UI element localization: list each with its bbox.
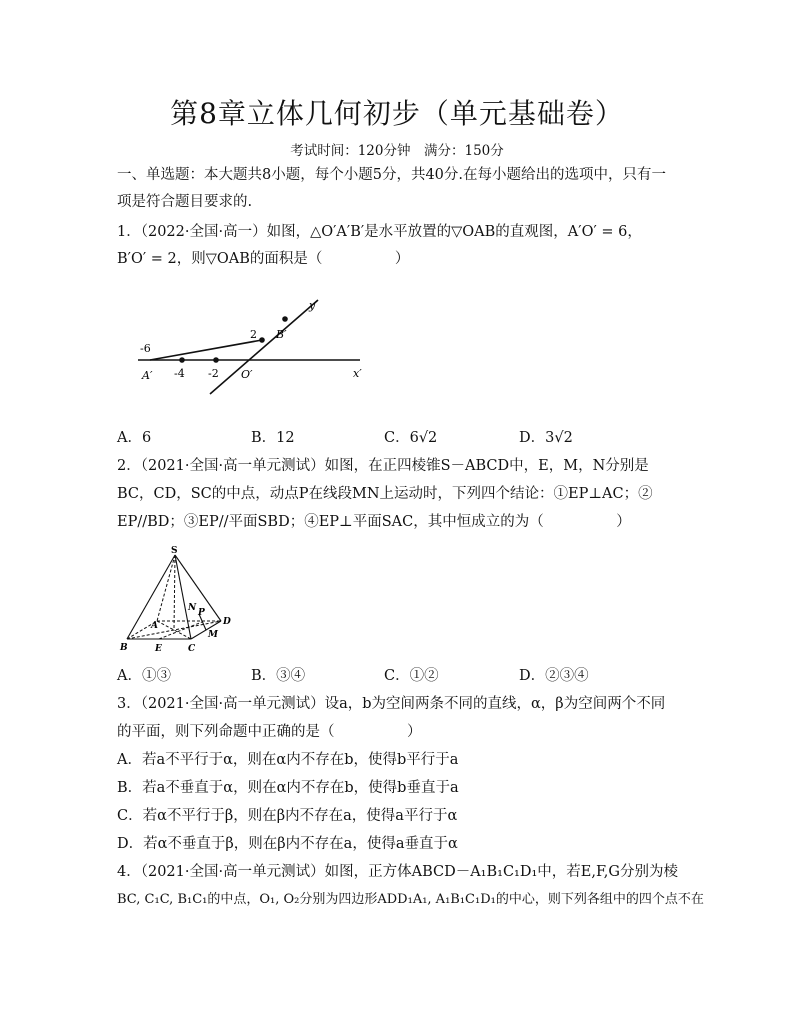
label-s: S [171,546,178,556]
edge-s-c [175,555,191,639]
label-a-prime: A′ [142,369,153,382]
label-b: B [120,643,128,653]
label-minus-4: -4 [174,367,185,380]
q3-option-c: C．若α不平行于β，则在β内不存在a，使得a平行于α [117,808,458,824]
q3-line-1: 3．（2021·全国·高一单元测试）设a，b为空间两条不同的直线，α，β为空间两个不同 [117,696,666,712]
q3-option-d: D．若α不垂直于β，则在β内不存在a，使得a垂直于α [117,836,458,852]
q1-option-c: C．6√2 [384,430,438,446]
q2-figure [112,545,242,657]
label-p: P [198,608,205,618]
q2-line-3: EP//BD；③EP//平面SBD；④EP⊥平面SAC，其中恒成立的为（ ） [117,514,631,530]
label-m: M [208,630,218,640]
q3-option-b: B．若a不垂直于α，则在α内不存在b，使得b垂直于a [117,780,459,796]
label-b-prime: B′ [276,328,287,341]
label-o-prime: O′ [241,368,253,381]
q1-line-1: 1．（2022·全国·高一）如图，△O′A′B′是水平放置的▽OAB的直观图，A′O′ = 6， [117,224,642,240]
label-x-prime: x′ [353,367,362,380]
doc-title: 第8章立体几何初步（单元基础卷） [170,97,624,130]
height-line [174,555,175,630]
point-b [259,337,265,343]
q4-line-1: 4．（2021·全国·高一单元测试）如图，正方体ABCD－A₁B₁C₁D₁中，若E,F,G分别为棱 [117,864,678,880]
label-minus-2: -2 [208,367,219,380]
q2-option-b: B．③④ [251,668,306,684]
q3-option-a: A．若a不平行于α，则在α内不存在b，使得b平行于a [117,752,459,768]
edge-s-a [157,555,175,621]
tick-point-minus-2 [213,357,219,363]
section-heading-line-1: 一、单选题：本大题共8小题，每个小题5分，共40分.在每小题给出的选项中，只有一 [117,167,667,183]
q2-line-1: 2．（2021·全国·高一单元测试）如图，在正四棱锥S－ABCD中，E，M，N分别是 [117,458,649,474]
label-d: D [223,617,231,627]
label-a: A [151,621,158,631]
q2-option-c: C．①② [384,668,439,684]
q1-option-b: B．12 [251,430,295,446]
tick-point-y [282,316,288,322]
q4-line-2: BC, C₁C, B₁C₁的中点，O₁, O₂分别为四边形ADD₁A₁, A₁B₁C₁D₁的中心，则下列各组中的四个点不在 [117,892,704,907]
exam-info: 考试时间：120分钟 满分：150分 [290,143,504,159]
q2-option-a: A．①③ [117,668,171,684]
q1-figure [128,288,368,398]
segment-a-b [150,340,262,360]
tick-point-minus-4 [179,357,185,363]
q1-option-a: A．6 [117,430,152,446]
label-minus-6: -6 [140,342,151,355]
q1-line-2: B′O′ = 2，则▽OAB的面积是（ ） [117,251,410,267]
q2-option-d: D．②③④ [519,668,589,684]
q1-option-d: D．3√2 [519,430,573,446]
q3-line-2: 的平面，则下列命题中正确的是（ ） [117,724,422,740]
label-e: E [155,644,162,654]
label-c: C [188,644,196,654]
section-heading-line-2: 项是符合题目要求的. [117,194,253,210]
label-n: N [188,603,197,613]
q2-line-2: BC，CD，SC的中点，动点P在线段MN上运动时，下列四个结论：①EP⊥AC；② [117,486,653,502]
label-y-prime: y′ [309,299,318,312]
label-2: 2 [250,328,257,341]
